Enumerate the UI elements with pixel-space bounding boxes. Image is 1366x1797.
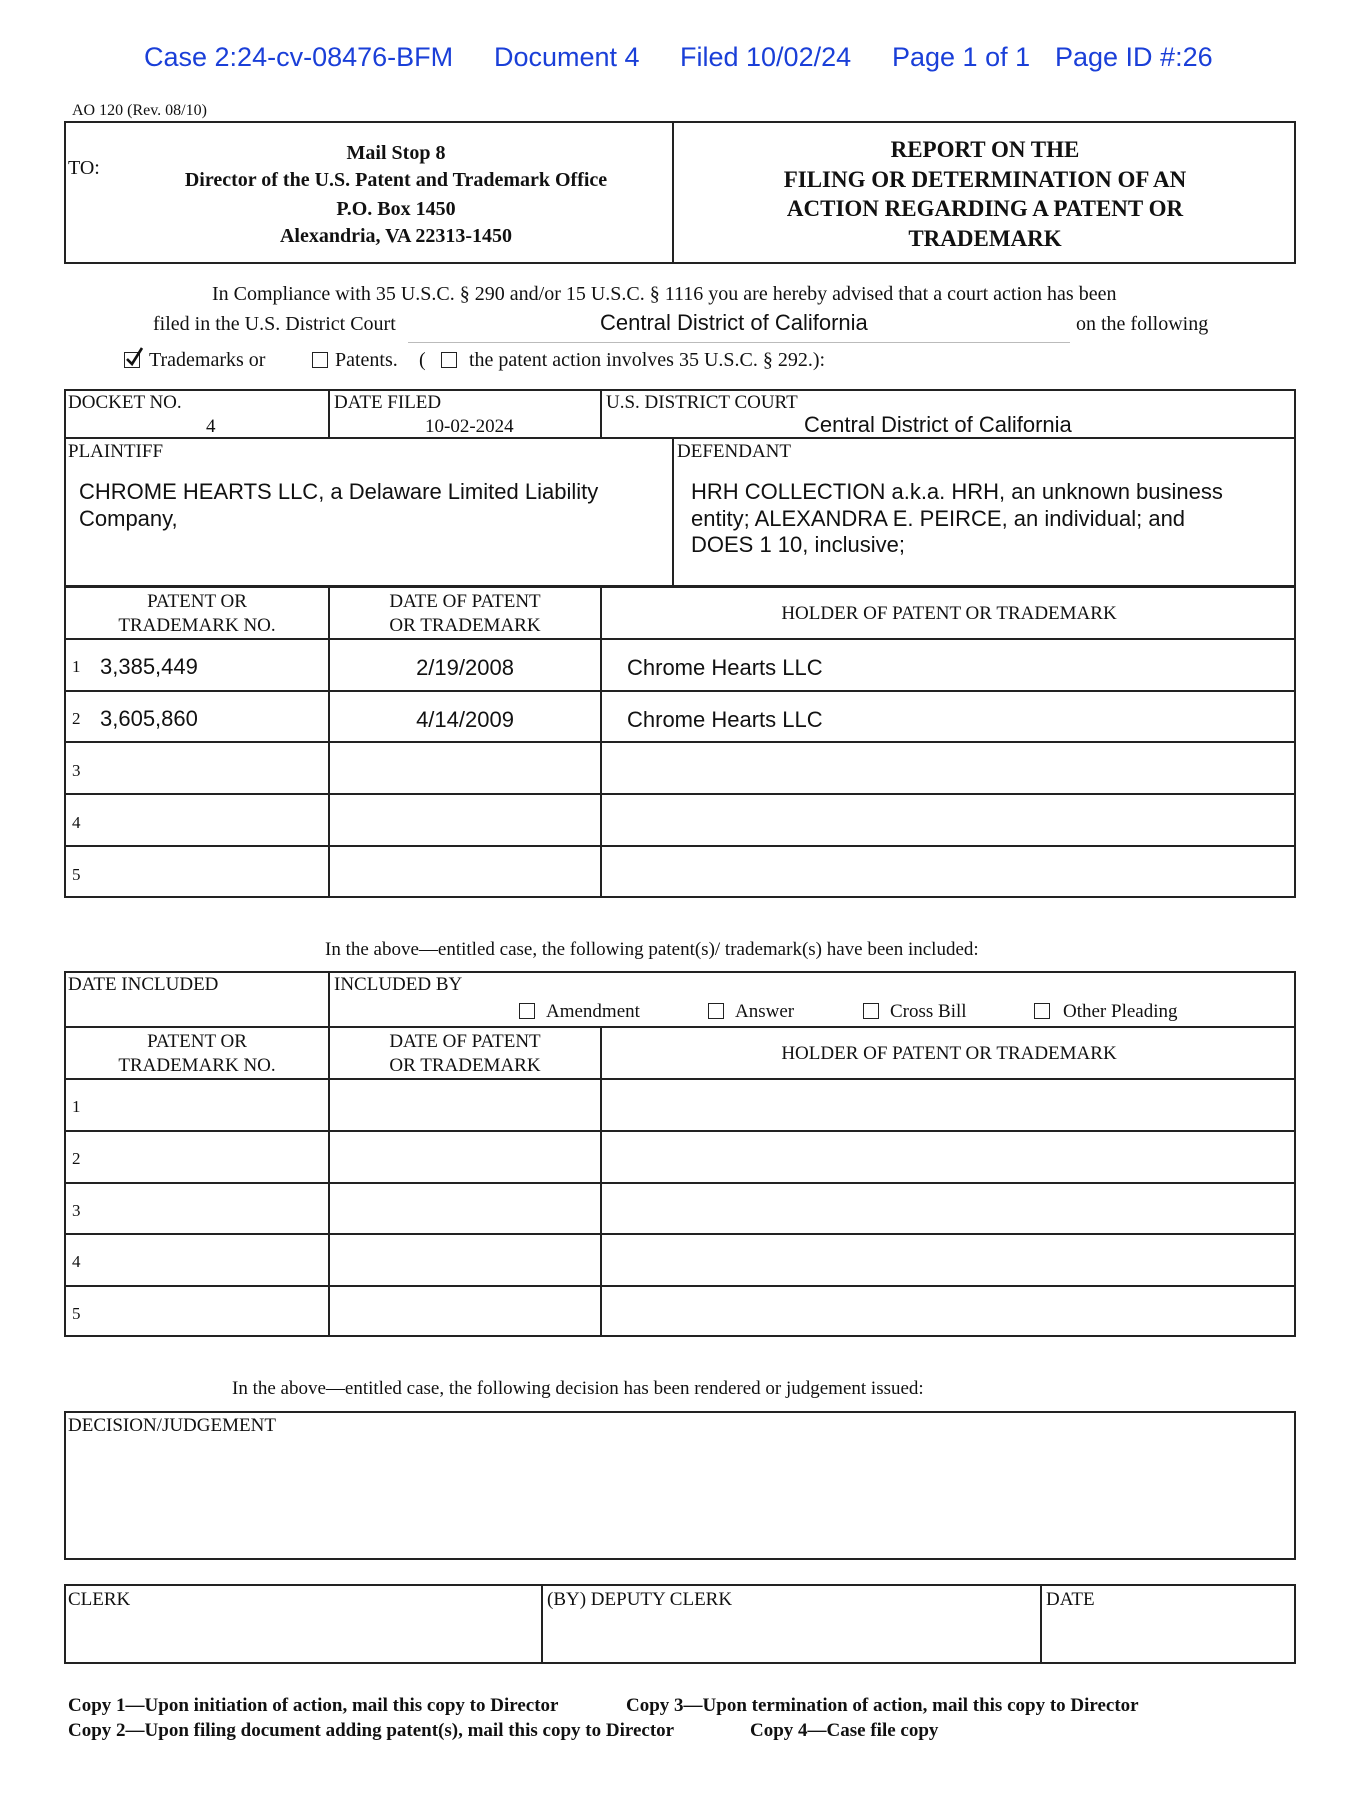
district-court-label: U.S. DISTRICT COURT <box>606 392 798 413</box>
copy-4: Copy 4—Case file copy <box>750 1720 939 1741</box>
plaintiff-line-1[interactable]: CHROME HEARTS LLC, a Delaware Limited Liability <box>79 479 599 504</box>
amendment-checkbox[interactable] <box>519 1003 535 1019</box>
trademark-no[interactable]: 3,385,449 <box>100 654 198 679</box>
to-label: TO: <box>68 157 100 179</box>
row-number: 4 <box>72 813 81 832</box>
copy-2: Copy 2—Upon filing document adding patent(s), mail this copy to Director <box>68 1720 675 1741</box>
docket-label: DOCKET NO. <box>68 392 182 413</box>
col-holder: HOLDER OF PATENT OR TRADEMARK <box>781 603 1117 624</box>
inc-col-holder: HOLDER OF PATENT OR TRADEMARK <box>781 1043 1117 1064</box>
case-number: Case 2:24-cv-08476-BFM <box>144 42 454 72</box>
inc-col-trademark-no-1: PATENT OR <box>147 1031 247 1052</box>
cross-bill-label: Cross Bill <box>890 1001 967 1022</box>
address-city: Alexandria, VA 22313-1450 <box>279 225 513 247</box>
trademarks-label: Trademarks or <box>149 349 266 371</box>
other-pleading-label: Other Pleading <box>1063 1001 1178 1022</box>
inc-col-date-2: OR TRADEMARK <box>389 1055 541 1076</box>
row-number: 5 <box>72 865 81 884</box>
cross-bill-checkbox[interactable] <box>863 1003 879 1019</box>
checkmark-icon <box>124 346 144 368</box>
page-count: Page 1 of 1 <box>892 42 1031 72</box>
answer-label: Answer <box>735 1001 795 1022</box>
patent-292-label: the patent action involves 35 U.S.C. § 292.): <box>469 349 826 371</box>
form-id: AO 120 (Rev. 08/10) <box>72 102 207 119</box>
row-number: 3 <box>72 1201 81 1220</box>
district-court-value[interactable]: Central District of California <box>804 412 1072 437</box>
row-number: 2 <box>72 1149 81 1168</box>
defendant-line-3[interactable]: DOES 1 10, inclusive; <box>691 532 905 557</box>
trademarks-checkbox[interactable] <box>124 352 140 368</box>
inc-col-date-1: DATE OF PATENT <box>389 1031 541 1052</box>
col-date-1: DATE OF PATENT <box>389 591 541 612</box>
date-included-label: DATE INCLUDED <box>68 974 219 995</box>
filed-date: Filed 10/02/24 <box>680 42 852 72</box>
report-title-2: FILING OR DETERMINATION OF AN <box>783 167 1187 192</box>
row-number: 4 <box>72 1252 81 1271</box>
open-paren: ( <box>419 349 426 371</box>
filed-in-label: filed in the U.S. District Court <box>153 313 396 335</box>
clerk-label: CLERK <box>68 1589 131 1610</box>
compliance-text: In Compliance with 35 U.S.C. § 290 and/or 15 U.S.C. § 1116 you are hereby advised that a court action has been <box>212 283 1117 305</box>
decision-label: DECISION/JUDGEMENT <box>68 1415 276 1436</box>
defendant-label: DEFENDANT <box>677 441 791 462</box>
copy-3: Copy 3—Upon termination of action, mail this copy to Director <box>626 1695 1139 1716</box>
docket-value[interactable]: 4 <box>206 416 216 437</box>
report-title-3: ACTION REGARDING A PATENT OR <box>786 196 1184 221</box>
trademark-date[interactable]: 4/14/2009 <box>416 707 514 732</box>
patents-checkbox[interactable] <box>312 352 328 368</box>
row-number: 2 <box>72 709 81 728</box>
mail-stop: Mail Stop 8 <box>346 142 446 164</box>
decision-intro: In the above—entitled case, the following decision has been rendered or judgement issued: <box>232 1378 924 1399</box>
date-filed-value[interactable]: 10-02-2024 <box>425 416 514 437</box>
plaintiff-line-2[interactable]: Company, <box>79 506 178 531</box>
row-number: 1 <box>72 1097 81 1116</box>
trademark-holder[interactable]: Chrome Hearts LLC <box>627 707 823 732</box>
copy-1: Copy 1—Upon initiation of action, mail this copy to Director <box>68 1695 559 1716</box>
patents-label: Patents. <box>335 349 398 371</box>
defendant-line-1[interactable]: HRH COLLECTION a.k.a. HRH, an unknown business <box>691 479 1223 504</box>
answer-checkbox[interactable] <box>708 1003 724 1019</box>
plaintiff-label: PLAINTIFF <box>68 441 164 462</box>
defendant-line-2[interactable]: entity; ALEXANDRA E. PEIRCE, an individual; and <box>691 506 1186 531</box>
col-trademark-no-2: TRADEMARK NO. <box>118 615 276 636</box>
report-title-4: TRADEMARK <box>908 226 1062 251</box>
po-box: P.O. Box 1450 <box>336 198 456 220</box>
row-number: 1 <box>72 657 81 676</box>
included-by-label: INCLUDED BY <box>334 974 463 995</box>
amendment-label: Amendment <box>546 1001 640 1022</box>
inc-col-trademark-no-2: TRADEMARK NO. <box>118 1055 276 1076</box>
director-line: Director of the U.S. Patent and Trademark Office <box>184 169 608 191</box>
col-date-2: OR TRADEMARK <box>389 615 541 636</box>
trademark-date[interactable]: 2/19/2008 <box>416 655 514 680</box>
report-title-1: REPORT ON THE <box>890 137 1080 162</box>
trademark-no[interactable]: 3,605,860 <box>100 706 198 731</box>
trademark-holder[interactable]: Chrome Hearts LLC <box>627 655 823 680</box>
included-intro: In the above—entitled case, the following patent(s)/ trademark(s) have been included: <box>325 939 979 960</box>
date-label: DATE <box>1046 1589 1095 1610</box>
court-field[interactable]: Central District of California <box>600 310 868 335</box>
other-pleading-checkbox[interactable] <box>1034 1003 1050 1019</box>
row-number: 5 <box>72 1304 81 1323</box>
page-id: Page ID #:26 <box>1055 42 1213 72</box>
row-number: 3 <box>72 761 81 780</box>
patent-292-checkbox[interactable] <box>441 352 457 368</box>
deputy-clerk-label: (BY) DEPUTY CLERK <box>547 1589 733 1610</box>
document-number: Document 4 <box>494 42 640 72</box>
on-following-label: on the following <box>1076 313 1209 335</box>
date-filed-label: DATE FILED <box>334 392 442 413</box>
col-trademark-no-1: PATENT OR <box>147 591 247 612</box>
